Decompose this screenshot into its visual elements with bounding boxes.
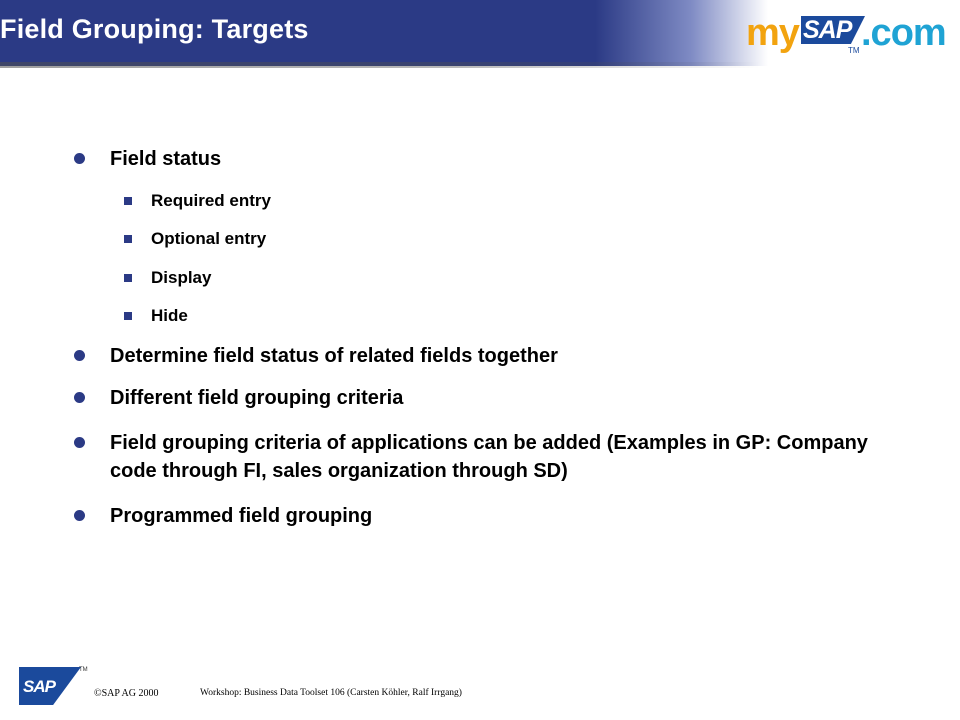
slide-title: Field Grouping: Targets: [0, 14, 309, 44]
bullet-determine-field-status: Determine field status of related fields together: [110, 345, 558, 367]
sub-bullet-square-icon: [124, 312, 132, 320]
sub-bullet-square-icon: [124, 274, 132, 282]
bullet-field-status: Field status: [110, 148, 222, 170]
bullet-dot-icon: [74, 437, 85, 448]
logo-sap: SAP: [803, 16, 852, 44]
sap-footer-logo: [19, 667, 88, 707]
bullet-criteria-added: Field grouping criteria of applications can be added (Examples in GP: Company code through FI, sales organization through SD): [110, 432, 868, 482]
bullet-dot-icon: [74, 392, 85, 403]
logo-my: my: [746, 12, 799, 54]
logo-tm: TM: [848, 46, 860, 55]
bullet-dot-icon: [74, 350, 85, 361]
sub-bullet-required-entry: Required entry: [151, 191, 271, 210]
logo-com: .com: [861, 12, 946, 54]
sub-bullet-optional-entry: Optional entry: [151, 229, 267, 248]
sub-bullet-square-icon: [124, 197, 132, 205]
bullet-different-criteria: Different field grouping criteria: [110, 387, 404, 409]
footer-logo-text: SAP: [23, 677, 55, 696]
bullet-programmed-grouping: Programmed field grouping: [110, 505, 373, 527]
sub-bullet-display: Display: [151, 268, 212, 287]
footer-workshop: Workshop: Business Data Toolset 106 (Carsten Köhler, Ralf Irrgang): [200, 688, 462, 698]
bullet-dot-icon: [74, 510, 85, 521]
footer-logo-tm: TM: [79, 667, 88, 673]
sub-bullet-square-icon: [124, 235, 132, 243]
bullet-dot-icon: [74, 153, 85, 164]
sub-bullet-hide: Hide: [151, 306, 188, 325]
footer-copyright: ©SAP AG 2000: [94, 688, 159, 699]
